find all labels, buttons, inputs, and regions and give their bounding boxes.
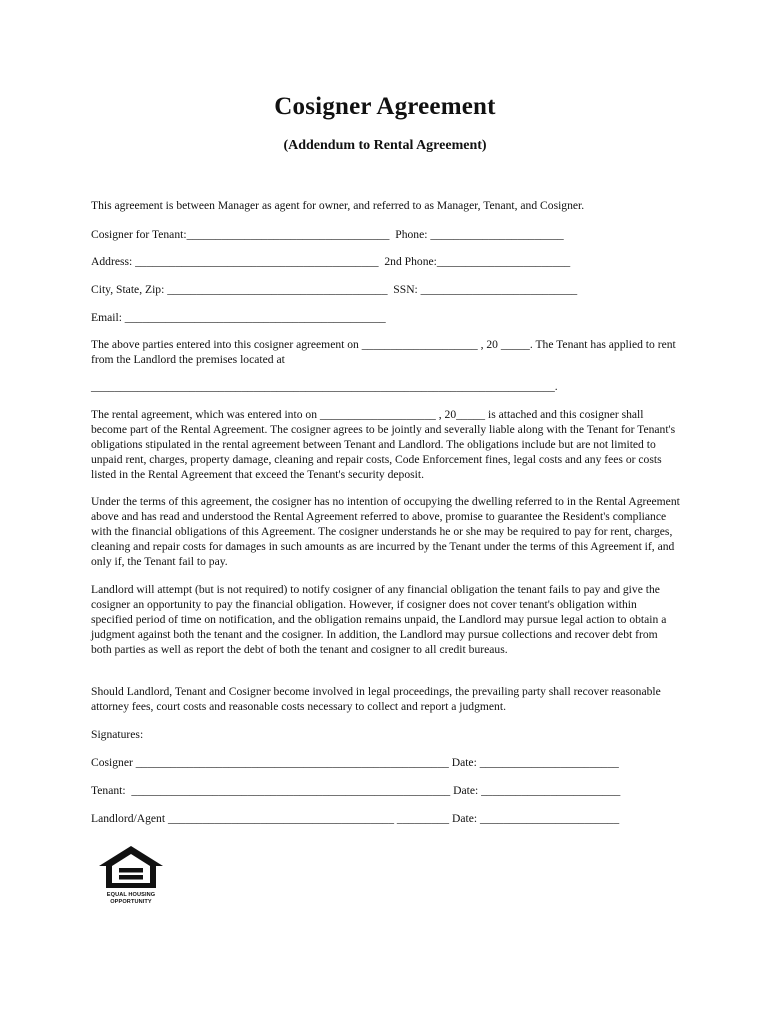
address-field: Address: __________________________________________ 2nd Phone:_______________________ [91,255,571,268]
tenant-signature-line: Tenant: _______________________________________________________ Date: ________________________ [91,784,621,797]
email-field: Email: _____________________________________________ [91,311,386,324]
cosigner-for-tenant-field: Cosigner for Tenant:___________________________________ Phone: _______________________ [91,228,564,241]
page-subtitle: (Addendum to Rental Agreement) [283,138,487,153]
intro-text: This agreement is between Manager as agent for owner, and referred to as Manager, Tenant, and Cosigner. [91,199,585,212]
rental-agreement-paragraph: The rental agreement, which was entered into on ____________________ , 20_____ is attached and this cosigner shall become part of the Rental Agreement. The cosigner agrees to be jointly and severally liable along with the Tenant for Tenant's obligations stipulated in the rental agreement between Tenant and Landlord. The obligations include but are not limited to unpaid rent, charges, property damage, cleaning and repair costs, Code Enforcement fines, legal costs and any fees or costs listed in the Rental Agreement that exceed the Tenant's security deposit. [91,408,676,481]
signatures-heading: Signatures: [91,728,144,741]
eho-caption-line1: EQUAL HOUSING [106,892,156,898]
entered-paragraph: The above parties entered into this cosigner agreement on ____________________ , 20 _____. The Tenant has applied to rent from the Landlord the premises located at [91,338,676,366]
eho-caption-line2: OPPORTUNITY [110,898,152,905]
landlord-notice-paragraph: Landlord will attempt (but is not required) to notify cosigner of any financial obligation the tenant fails to pay and give the cosigner an opportunity to pay the financial obligation. However, if cosigner does not cover tenant's obligation within specified period of time on notification, and the obligation remains unpaid, the Landlord may pursue legal action to obtain a judgment against both the tenant and the cosigner. In addition, the Landlord may pursue collections and recover debt from both parties as well as report the debt of both the tenant and cosigner to all credit bureaus. [91,583,667,656]
legal-proceedings-paragraph: Should Landlord, Tenant and Cosigner become involved in legal proceedings, the prevailing party shall recover reasonable attorney fees, court costs and reasonable costs necessary to collect and report a judgment. [91,685,661,713]
premises-line: ________________________________________________________________________________. [91,380,558,393]
page-title: Cosigner Agreement [274,93,496,120]
cosigner-signature-line: Cosigner ______________________________________________________ Date: ________________________ [91,756,619,769]
terms-paragraph: Under the terms of this agreement, the cosigner has no intention of occupying the dwelling referred to in the Rental Agreement above and has read and understood the Rental Agreement referred to above, promise to guarantee the Resident's compliance with the financial obligations of this Agreement. The cosigner understands he or she may be required to pay for rent, charges, cleaning and repair costs for damages in such amounts as are incurred by the Tenant under the terms of this Agreement if, and only if, the Tenant fail to pay. [91,495,680,568]
house-icon [97,844,165,890]
city-state-zip-field: City, State, Zip: ______________________________________ SSN: ___________________________ [91,283,578,296]
landlord-signature-line: Landlord/Agent _______________________________________ _________ Date: ________________________ [91,812,620,825]
equal-housing-opportunity-logo [97,844,165,905]
